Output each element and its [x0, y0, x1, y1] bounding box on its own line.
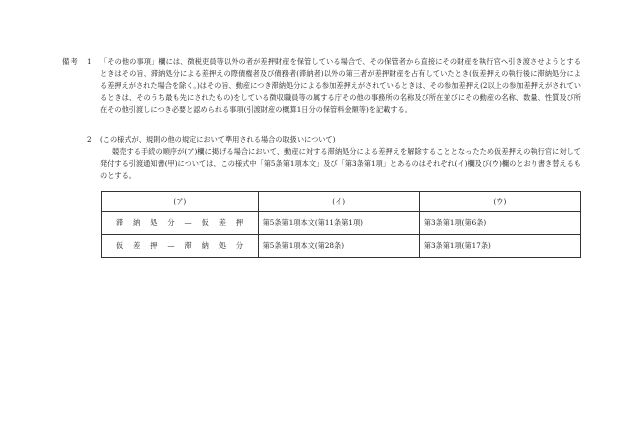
remark-note-2	[87, 134, 581, 182]
table-cell-a	[102, 235, 259, 258]
remark-note-2-heading: (この様式が、規則の他の規定において準用される場合の取扱いについて)	[100, 135, 336, 144]
table-cell-c: 第3条第1項(第6条)	[419, 212, 580, 235]
table-header-c: (ウ)	[419, 192, 580, 212]
table-header-b: (イ)	[258, 192, 419, 212]
table-header-a: (ア)	[102, 192, 259, 212]
table-cell-c: 第3条第1項(第17条)	[419, 235, 580, 258]
table-cell-a-text: 仮差押—滞納処分	[116, 241, 244, 250]
table-cell-b: 第5条第1項本文(第11条第1項)	[258, 212, 419, 235]
table-cell-a	[102, 212, 259, 235]
remark-note-1	[87, 56, 581, 116]
remark-note-2-text: 競売する手続の順序が(ア)欄に掲げる場合において、動産に対する滞納処分による差押えを解除することとなったため仮差押えの執行官に対して発付する引渡通知書(甲)については、この様式中「第5条第1項本文」及び「第3条第1項」とあるのはそれぞれ(イ)欄及び(ウ)欄のとおり書き替えるものとする。	[100, 146, 581, 180]
table-header-row	[102, 192, 581, 212]
remark-note-2-number: 2	[87, 135, 92, 144]
table-row	[102, 235, 581, 258]
table-cell-b: 第5条第1項本文(第28条)	[258, 235, 419, 258]
replacement-table	[101, 191, 581, 258]
table-row	[102, 212, 581, 235]
table-cell-a-text: 滞納処分—仮差押	[116, 218, 244, 227]
remark-note-1-number: 1	[87, 57, 92, 66]
remarks-label: 備考	[62, 57, 79, 66]
remark-note-1-text: 「その他の事項」欄には、徴税吏員等以外の者が差押財産を保管している場合で、その保管者から直接にその財産を執行官へ引き渡させようとするときはその旨、滞納処分による差押えの際債権者及び債務者(滞納者)以外の第三者が差押財産を占有していたとき(仮差押えの執行後に滞納処分による差押えがされた場合を除く。)はその旨、動産につき滞納処分による参加差押えがされているときは、その参加差押え(2以上の参加差押えがされているときは、そのうち最も先にされたもの)をしている徴収職員等の属する庁その他の事務所の名称及び所在並びにその動産の名称、数量、性質及び所在その他引渡しにつき必要と認められる事項(引渡財産の概算1日分の保管料金額等)を記載する。	[100, 57, 581, 114]
